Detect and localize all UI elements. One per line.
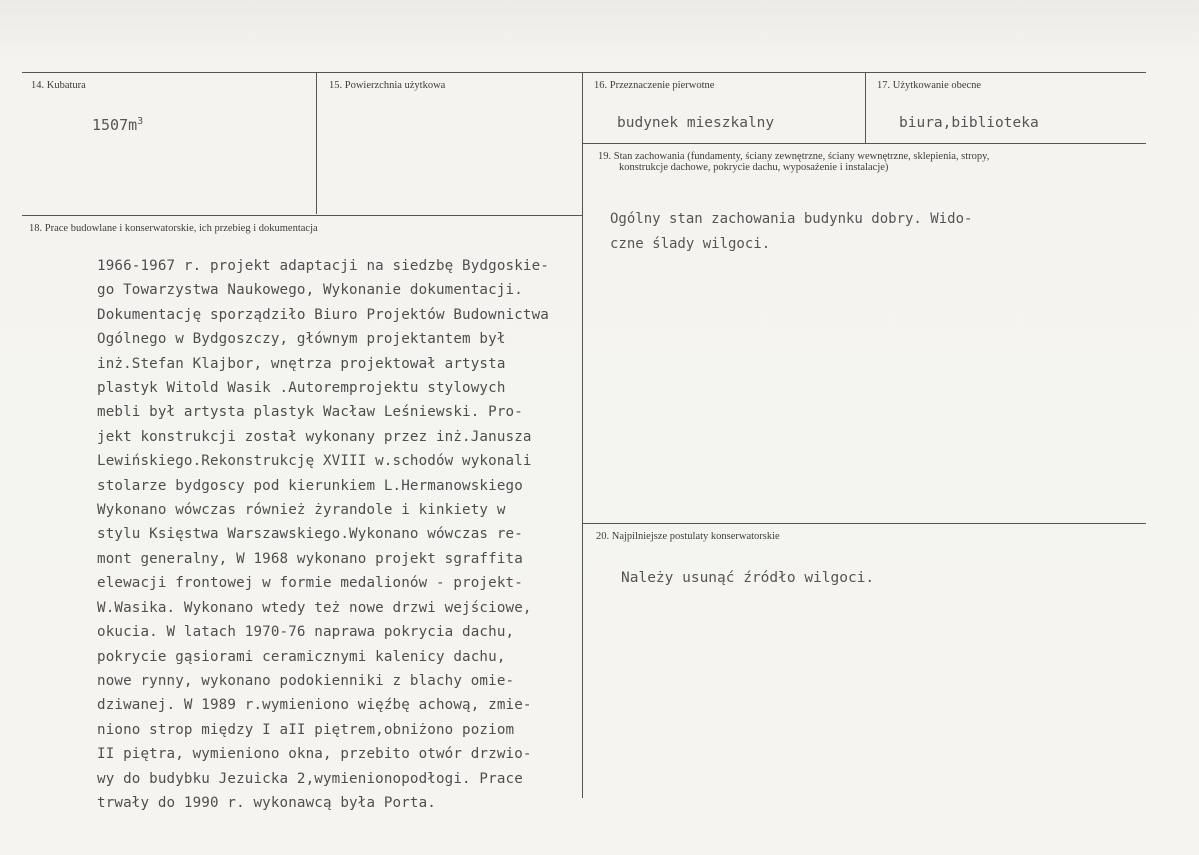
- kubatura-label: 14. Kubatura: [31, 80, 86, 91]
- prace-line: plastyk Witold Wasik .Autoremprojektu stylowych: [97, 380, 506, 397]
- kubatura-number: 1507m: [92, 116, 138, 134]
- przeznaczenie-label: 16. Przeznaczenie pierwotne: [594, 80, 715, 91]
- stan-value: [610, 207, 972, 257]
- prace-line: Ogólnego w Bydgoszczy, głównym projektantem był: [97, 331, 506, 348]
- postulaty-label: 20. Najpilniejsze postulaty konserwatorskie: [596, 531, 780, 542]
- prace-line: mebli był artysta plastyk Wacław Leśniewski. Pro-: [97, 404, 523, 421]
- stan-label-line-1: 19. Stan zachowania (fundamenty, ściany zewnętrzne, ściany wewnętrzne, sklepienia, stropy,: [598, 151, 990, 162]
- stan-label-line-2: konstrukcje dachowe, pokrycie dachu, wyposażenie i instalacje): [619, 162, 889, 173]
- prace-line: W.Wasika. Wykonano wtedy też nowe drzwi wejściowe,: [97, 599, 532, 616]
- prace-line: Dokumentację sporządziło Biuro Projektów Budownictwa: [97, 306, 549, 323]
- prace-line: Wykonano wówczas również żyrandole i kinkiety w: [97, 502, 506, 519]
- prace-line: dziwanej. W 1989 r.wymieniono więźbę achową, zmie-: [97, 697, 532, 714]
- rule-above-20: [583, 523, 1146, 524]
- uzytkowanie-value: biura,biblioteka: [899, 115, 1039, 131]
- prace-line: 1966-1967 r. projekt adaptacji na siedzbę Bydgoskie-: [97, 258, 549, 274]
- postulaty-value: Należy usunąć źródło wilgoci.: [621, 570, 875, 586]
- stan-line: czne ślady wilgoci.: [610, 236, 771, 252]
- prace-line: wy do budybku Jezuicka 2,wymienionopodłogi. Prace: [97, 770, 523, 787]
- prace-line: inż.Stefan Klajbor, wnętrza projektował artysta: [97, 355, 506, 372]
- prace-line: niono strop między I aII piętrem,obniżono poziom: [97, 721, 515, 738]
- stan-line: Ogólny stan zachowania budynku dobry. Wido-: [610, 211, 973, 227]
- rule-under-16-17: [583, 143, 1146, 144]
- prace-label: 18. Prace budowlane i konserwatorskie, ich przebieg i dokumentacja: [29, 223, 318, 234]
- prace-line: trwały do 1990 r. wykonawcą była Porta.: [97, 794, 436, 811]
- top-rule: [22, 72, 1146, 73]
- kubatura-value: [92, 116, 143, 134]
- przeznaczenie-value: budynek mieszkalny: [617, 115, 775, 131]
- prace-line: II piętra, wymieniono okna, przebito otwór drzwio-: [97, 746, 532, 763]
- prace-line: stylu Księstwa Warszawskiego.Wykonano wówczas re-: [97, 526, 523, 543]
- kubatura-unit-exponent: 3: [137, 116, 144, 127]
- prace-line: stolarze bydgoscy pod kierunkiem L.Hermanowskiego: [97, 477, 523, 494]
- prace-line: pokrycie gąsiorami ceramicznymi kalenicy dachu,: [97, 648, 506, 665]
- prace-line: Lewińskiego.Rekonstrukcję XVIII w.schodów wykonali: [97, 453, 532, 470]
- prace-value: [97, 254, 549, 815]
- prace-line: jekt konstrukcji został wykonany przez inż.Janusza: [97, 428, 532, 445]
- uzytkowanie-label: 17. Użytkowanie obecne: [877, 80, 982, 91]
- divider-15-16: [582, 73, 583, 798]
- prace-line: nowe rynny, wykonano podokienniki z blachy omie-: [97, 672, 515, 689]
- prace-line: okucia. W latach 1970-76 naprawa pokrycia dachu,: [97, 624, 515, 641]
- powierzchnia-label: 15. Powierzchnia użytkowa: [329, 80, 446, 91]
- prace-line: mont generalny, W 1968 wykonano projekt sgraffita: [97, 550, 523, 567]
- rule-above-18: [22, 215, 583, 216]
- divider-16-17: [865, 73, 866, 143]
- prace-line: go Towarzystwa Naukowego, Wykonanie dokumentacji.: [97, 282, 523, 299]
- prace-line: elewacji frontowej w formie medalionów - projekt-: [97, 575, 523, 592]
- divider-14-15: [316, 73, 317, 214]
